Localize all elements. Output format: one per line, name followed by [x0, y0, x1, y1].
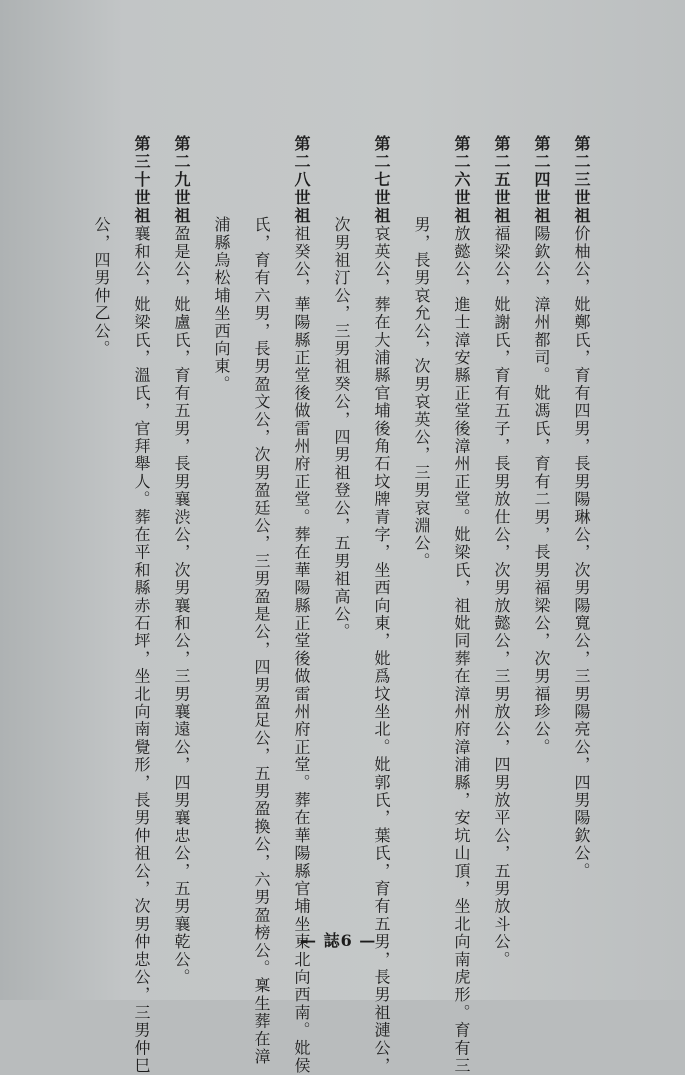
genealogy-column-6-continued	[252, 216, 270, 1066]
genealogy-column-4	[452, 135, 470, 1075]
generation-text: 放懿公，進士漳安縣正堂後漳州正堂。妣梁氏，祖妣同葬在漳州府漳浦縣，安坑山頂，坐北向南虎形。育有三	[452, 225, 471, 1075]
generation-heading: 第二八世祖	[292, 135, 311, 225]
genealogy-column-4-continued	[412, 216, 430, 570]
generation-text: 浦縣烏松埔坐西向東。	[212, 216, 231, 393]
genealogy-column-2	[532, 135, 550, 756]
generation-heading: 第二四世祖	[532, 135, 551, 225]
generation-heading: 第二七世祖	[372, 135, 391, 225]
genealogy-column-3	[492, 135, 510, 968]
genealogy-column-5-continued	[332, 216, 350, 641]
generation-text: 盈是公，妣盧氏，育有五男，長男襄渋公，次男襄和公，三男襄遠公，四男襄忠公，五男襄乾公。	[172, 225, 191, 987]
generation-text: 次男祖汀公，三男祖癸公，四男祖登公，五男祖高公。	[332, 216, 351, 641]
genealogy-column-8-continued	[92, 216, 110, 358]
generation-text: 陽欽公，漳州都司。妣馮氏，育有二男，長男福梁公，次男福珍公。	[532, 225, 551, 756]
generation-text: 襄和公，妣梁氏，溫氏，官拜舉人。葬在平和縣赤石坪，坐北向南覺形，長男仲祖公，次男仲忠公，三男仲巳	[132, 225, 151, 1075]
generation-text: 哀英公，葬在大浦縣官埔後角石坟牌青字，坐西向東，妣爲坟坐北。妣郭氏，葉氏，育有五男，長男祖漣公，	[372, 225, 391, 1075]
generation-heading: 第三十世祖	[132, 135, 151, 225]
generation-text: 公，四男仲乙公。	[92, 216, 111, 358]
page-number: — 誌6 —	[300, 931, 377, 950]
genealogy-column-7	[172, 135, 190, 986]
generation-heading: 第二九世祖	[172, 135, 191, 225]
generation-heading: 第二六世祖	[452, 135, 471, 225]
genealogy-column-1	[572, 135, 590, 880]
generation-text: 祖癸公，華陽縣正堂後做雷州府正堂。葬在華陽縣正堂後做雷州府正堂。葬在華陽縣官埔坐東北向西南。妣侯	[292, 225, 311, 1075]
generation-heading: 第二三世祖	[572, 135, 591, 225]
generation-text: 价柚公，妣鄭氏，育有四男，長男陽琳公，次男陽寬公，三男陽亮公，四男陽欽公。	[572, 225, 591, 880]
generation-text: 男，長男哀允公，次男哀英公，三男哀淵公。	[412, 216, 431, 570]
generation-heading: 第二五世祖	[492, 135, 511, 225]
genealogy-column-6-continued-2	[212, 216, 230, 393]
generation-text: 福梁公，妣謝氏，育有五子，長男放仕公，次男放懿公，三男放公，四男放平公，五男放斗公。	[492, 225, 511, 969]
genealogy-column-8	[132, 135, 150, 1075]
generation-text: 氏，育有六男，長男盈文公，次男盈廷公，三男盈是公，四男盈足公，五男盈換公，六男盈榜公。稟生葬在漳	[252, 216, 271, 1066]
